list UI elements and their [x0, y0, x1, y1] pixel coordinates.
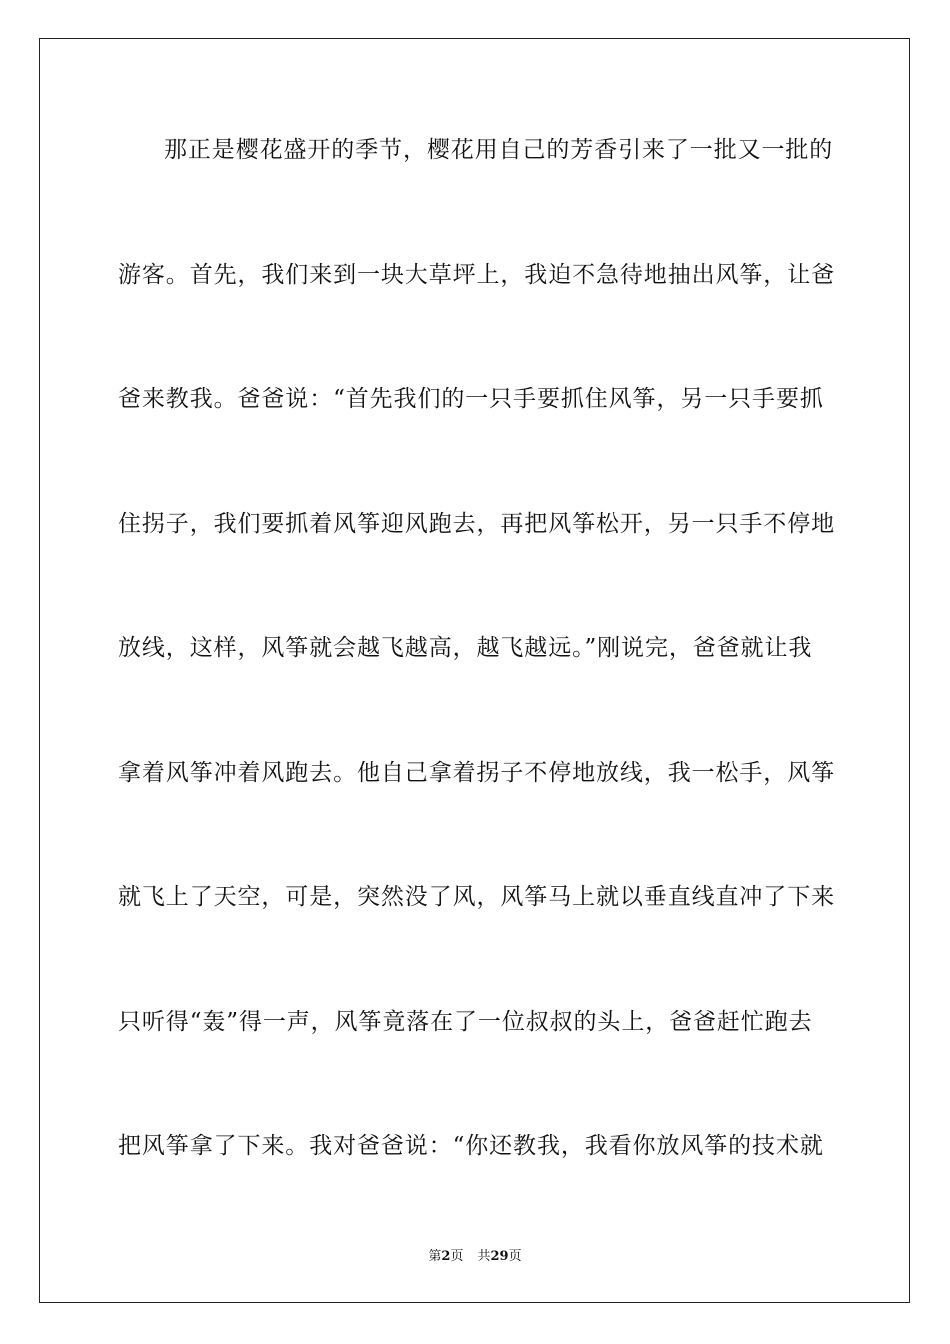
text-line: 爸来教我。爸爸说：“首先我们的一只手要抓住风筝，另一只手要抓	[118, 386, 824, 412]
text-line: 游客。首先，我们来到一块大草坪上，我迫不急待地抽出风筝，让爸	[118, 261, 835, 288]
page-suffix: 页	[450, 1249, 464, 1264]
text-line: 住拐子，我们要抓着风筝迎风跑去，再把风筝松开，另一只手不停地	[118, 510, 835, 537]
page-footer	[0, 1248, 950, 1266]
total-suffix: 页	[508, 1249, 522, 1264]
body-text	[118, 130, 835, 1251]
text-line: 放线，这样，风筝就会越飞越高，越飞越远。”刚说完，爸爸就让我	[118, 635, 813, 661]
text-line: 那正是樱花盛开的季节，樱花用自己的芳香引来了一批又一批的	[164, 137, 834, 163]
page-number: 2	[441, 1249, 451, 1264]
text-line: 就飞上了天空，可是，突然没了风，风筝马上就以垂直线直冲了下来	[118, 884, 835, 910]
text-line: 把风筝拿了下来。我对爸爸说：“你还教我，我看你放风筝的技术就	[118, 1133, 824, 1159]
total-prefix: 共	[477, 1249, 491, 1264]
total-pages: 29	[490, 1249, 509, 1264]
page-prefix: 第	[428, 1249, 442, 1264]
text-line: 只听得“轰”得一声，风筝竟落在了一位叔叔的头上，爸爸赶忙跑去	[118, 1008, 813, 1035]
text-line: 拿着风筝冲着风跑去。他自己拿着拐子不停地放线，我一松手，风筝	[118, 759, 835, 786]
